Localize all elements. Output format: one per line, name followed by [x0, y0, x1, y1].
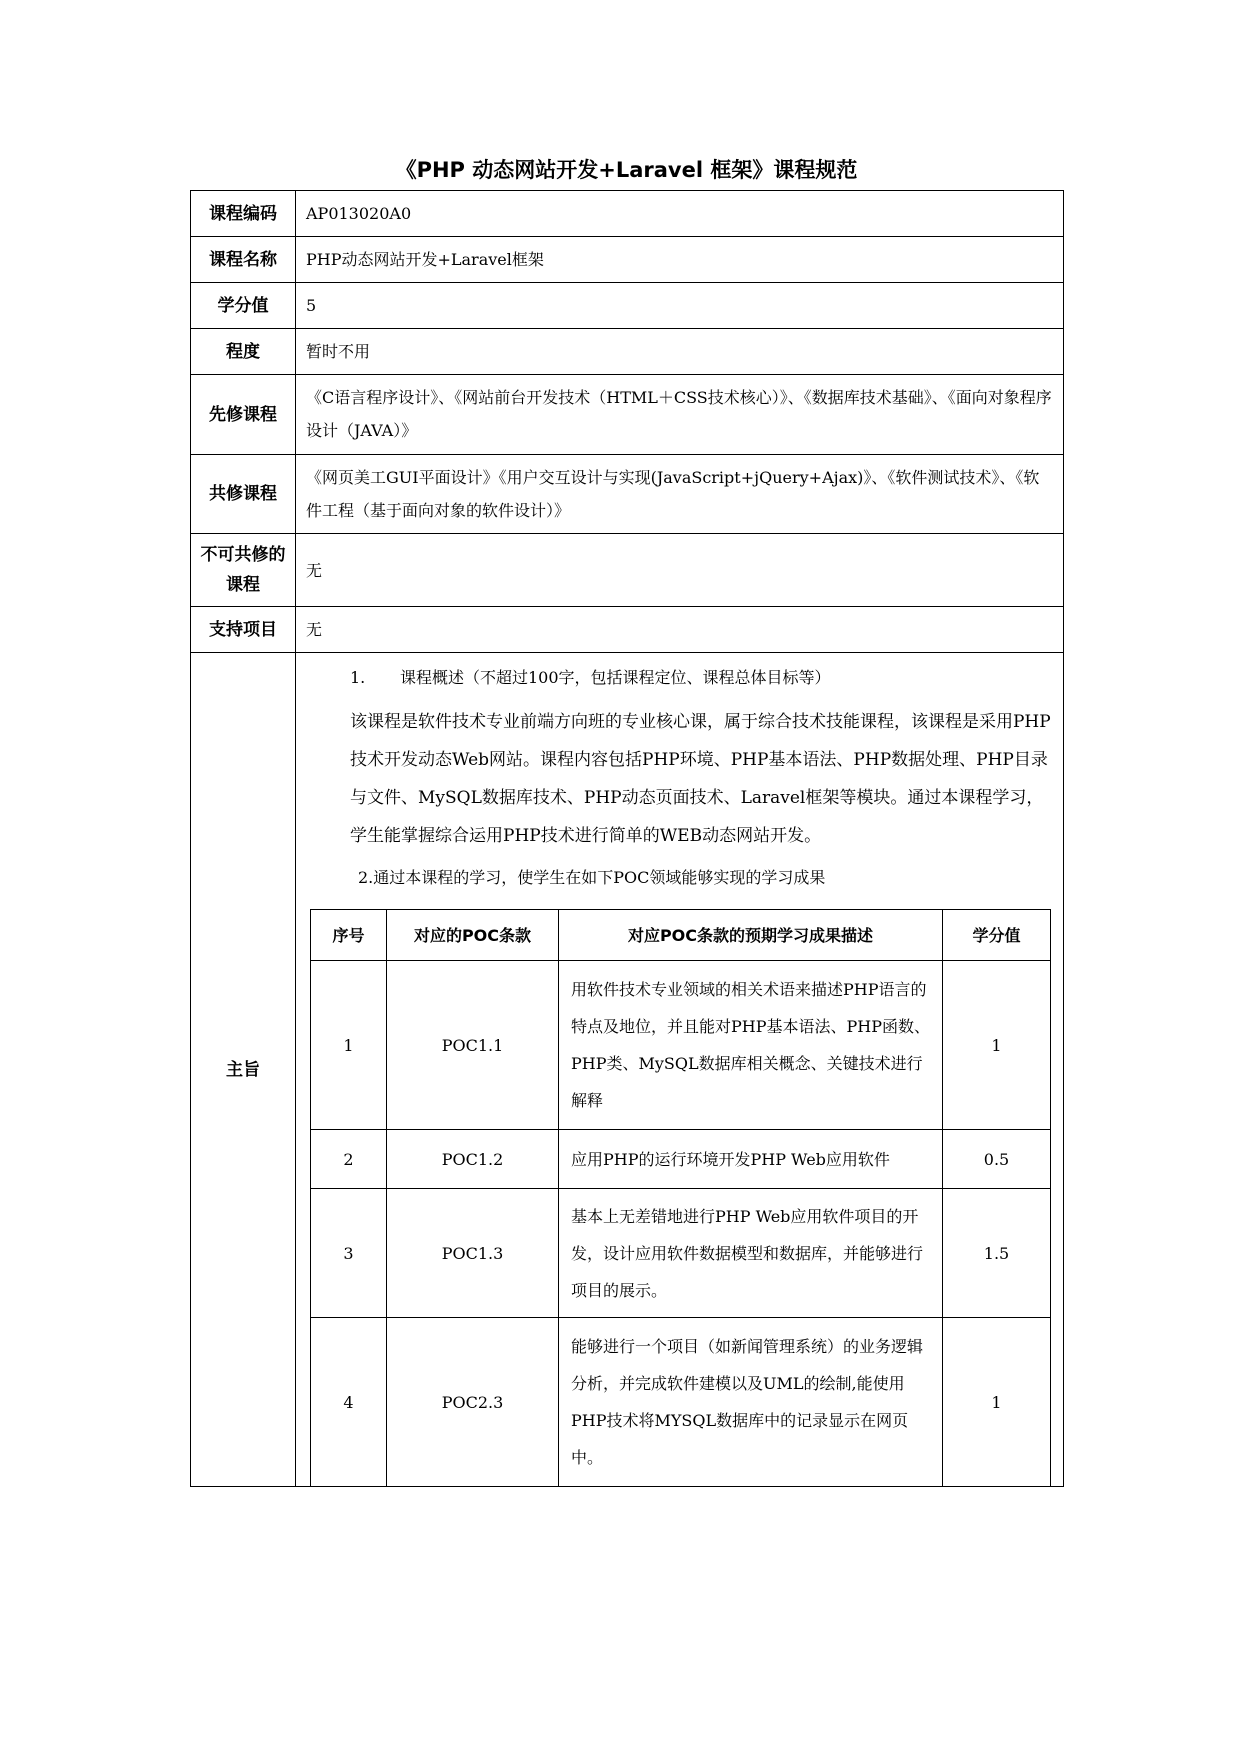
- cell-desc: 用软件技术专业领域的相关术语来描述PHP语言的特点及地位，并且能对PHP基本语法、PHP函数、PHP类、MySQL数据库相关概念、关键技术进行解释: [559, 961, 943, 1130]
- label-credits: 学分值: [191, 283, 296, 329]
- cell-credit: 1: [943, 961, 1051, 1130]
- overview-heading: [310, 661, 1051, 695]
- table-row: [311, 1318, 1051, 1487]
- header-poc: 对应的POC条款: [387, 910, 559, 961]
- value-course-name: PHP动态网站开发+Laravel框架: [296, 237, 1064, 283]
- table-row: [311, 1189, 1051, 1318]
- cell-no: 4: [311, 1318, 387, 1487]
- value-prerequisites: 《C语言程序设计》、《网站前台开发技术（HTML＋CSS技术核心）》、《数据库技术基础》、《面向对象程序设计（JAVA）》: [296, 375, 1064, 455]
- row-level: [191, 329, 1064, 375]
- label-corequisites: 共修课程: [191, 455, 296, 534]
- header-no: 序号: [311, 910, 387, 961]
- overview-heading-text: 课程概述（不超过100字，包括课程定位、课程总体目标等）: [400, 668, 831, 687]
- overview-number: 1.: [350, 668, 366, 687]
- cell-no: 2: [311, 1130, 387, 1189]
- header-credit: 学分值: [943, 910, 1051, 961]
- cell-poc: POC1.3: [387, 1189, 559, 1318]
- cell-credit: 1: [943, 1318, 1051, 1487]
- row-credits: [191, 283, 1064, 329]
- row-excluded-courses: [191, 534, 1064, 607]
- row-corequisites: [191, 455, 1064, 534]
- row-course-name: [191, 237, 1064, 283]
- value-course-code: AP013020A0: [296, 191, 1064, 237]
- label-supported-projects: 支持项目: [191, 607, 296, 653]
- value-supported-projects: 无: [296, 607, 1064, 653]
- cell-credit: 1.5: [943, 1189, 1051, 1318]
- cell-desc: 应用PHP的运行环境开发PHP Web应用软件: [559, 1130, 943, 1189]
- cell-desc: 基本上无差错地进行PHP Web应用软件项目的开发，设计应用软件数据模型和数据库，并能够进行项目的展示。: [559, 1189, 943, 1318]
- row-main: [191, 653, 1064, 1487]
- label-course-code: 课程编码: [191, 191, 296, 237]
- label-prerequisites: 先修课程: [191, 375, 296, 455]
- poc-outcome-table: [310, 909, 1051, 1486]
- overview-paragraph: 该课程是软件技术专业前端方向班的专业核心课，属于综合技术技能课程，该课程是采用PHP技术开发动态Web网站。课程内容包括PHP环境、PHP基本语法、PHP数据处理、PHP目录与文件、MySQL数据库技术、PHP动态页面技术、Laravel框架等模块。通过本课程学习，学生能掌握综合运用PHP技术进行简单的WEB动态网站开发。: [350, 712, 1051, 846]
- document-title: 《PHP 动态网站开发+Laravel 框架》课程规范: [395, 158, 858, 182]
- table-row: [311, 961, 1051, 1130]
- label-excluded-courses: 不可共修的课程: [191, 534, 296, 607]
- value-level: 暂时不用: [296, 329, 1064, 375]
- row-supported-projects: [191, 607, 1064, 653]
- cell-no: 3: [311, 1189, 387, 1318]
- cell-credit: 0.5: [943, 1130, 1051, 1189]
- table-row: [311, 1130, 1051, 1189]
- cell-no: 1: [311, 961, 387, 1130]
- label-level: 程度: [191, 329, 296, 375]
- course-spec-table: [190, 190, 1064, 1487]
- cell-desc: 能够进行一个项目（如新闻管理系统）的业务逻辑分析，并完成软件建模以及UML的绘制,能使用PHP技术将MYSQL数据库中的记录显示在网页中。: [559, 1318, 943, 1487]
- row-course-code: [191, 191, 1064, 237]
- value-excluded-courses: 无: [296, 534, 1064, 607]
- cell-poc: POC2.3: [387, 1318, 559, 1487]
- value-corequisites: 《网页美工GUI平面设计》《用户交互设计与实现(JavaScript+jQuery+Ajax)》、《软件测试技术》、《软件工程（基于面向对象的软件设计）》: [296, 455, 1064, 534]
- label-course-name: 课程名称: [191, 237, 296, 283]
- main-content: [296, 653, 1064, 1487]
- poc-header-row: [311, 910, 1051, 961]
- header-desc: 对应POC条款的预期学习成果描述: [559, 910, 943, 961]
- label-main: 主旨: [191, 653, 296, 1487]
- outcome-heading: 2.通过本课程的学习，使学生在如下POC领域能够实现的学习成果: [358, 868, 826, 887]
- cell-poc: POC1.2: [387, 1130, 559, 1189]
- value-credits: 5: [296, 283, 1064, 329]
- cell-poc: POC1.1: [387, 961, 559, 1130]
- row-prerequisites: [191, 375, 1064, 455]
